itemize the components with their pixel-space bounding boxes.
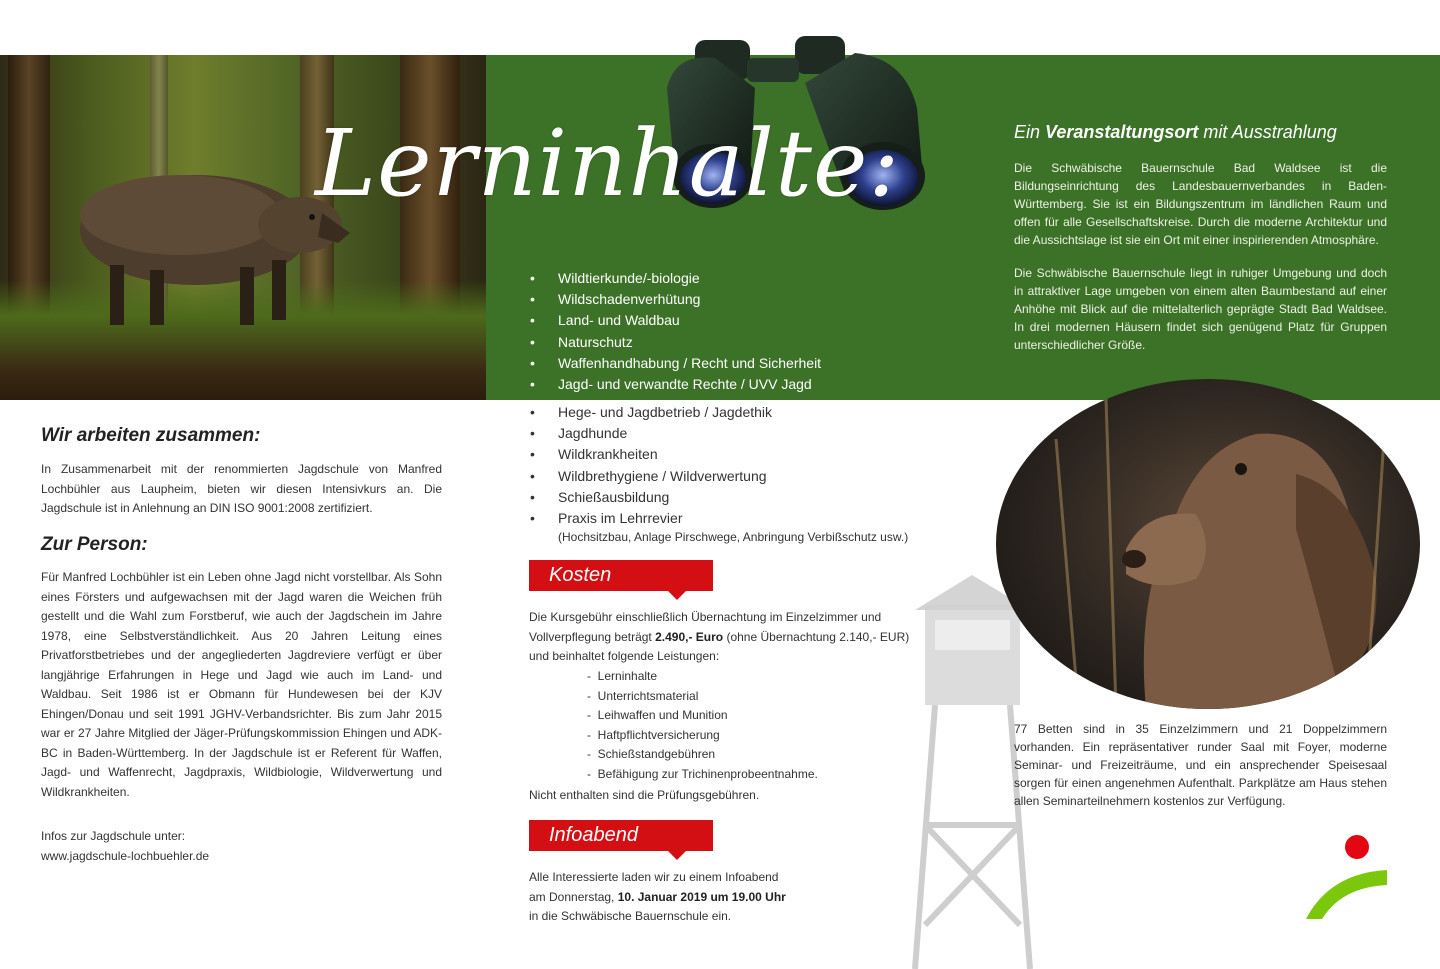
infoabend-line-3: in die Schwäbische Bauernschule ein.	[529, 909, 732, 923]
list-item: - Haftpflichtversicherung	[587, 726, 818, 746]
cooperation-heading: Wir arbeiten zusammen:	[41, 425, 261, 446]
list-item: - Befähigung zur Trichinenprobeentnahme.	[587, 765, 818, 785]
info-url-link[interactable]: www.jagdschule-lochbuehler.de	[41, 849, 210, 863]
kosten-text	[529, 608, 924, 667]
page-title: Lerninhalte:	[315, 110, 901, 217]
kosten-price: 2.490,- Euro	[655, 629, 724, 644]
list-item: • Naturschutz	[530, 332, 821, 353]
venue-heading-pre: Ein	[1014, 122, 1046, 142]
venue-heading	[1014, 122, 1337, 143]
infoabend-line-2-pre: am Donnerstag,	[529, 890, 618, 904]
kosten-text-pre: Die Kursgebühr einschließlich Übernachtung im Einzelzimmer und Vollverpflegung beträgt	[529, 610, 882, 644]
kosten-excluded: Nicht enthalten sind die Prüfungsgebühren.	[529, 788, 760, 802]
list-item: • Wildtierkunde/-biologie	[530, 268, 821, 289]
list-item: • Schießausbildung	[530, 487, 772, 508]
list-item: - Schießstandgebühren	[587, 745, 818, 765]
list-item: • Praxis im Lehrrevier	[530, 508, 772, 529]
list-item: - Leihwaffen und Munition	[587, 706, 818, 726]
cooperation-text: In Zusammenarbeit mit der renommierten Jagdschule von Manfred Lochbühler aus Laupheim, bieten wir diesen Intensivkurs an. Die Jagdschule ist in Anlehnung an DIN ISO 9001:2008 zertifiziert.	[41, 462, 442, 515]
infoabend-line-1: Alle Interessierte laden wir zu einem Infoabend	[529, 870, 779, 884]
kosten-text-post: (ohne Übernachtung 2.140,- EUR) und beinhaltet folgende Leistungen:	[529, 629, 910, 663]
venue-heading-post: mit Ausstrahlung	[1198, 122, 1337, 142]
services-list	[587, 667, 818, 785]
logo-dot	[1345, 835, 1369, 859]
dog-portrait-image	[996, 379, 1420, 709]
person-text: Für Manfred Lochbühler ist ein Leben ohne Jagd nicht vorstellbar. Als Sohn eines Försters und aufgewachsen mit der Jagd waren die Weichen früh gestellt und die Wahl zum Forstberuf, wie auch der Jagdschein im Jahre 1978, eine Selbstverständlichkeit. Aus 20 Jahren Leitung eines Privatforstbetriebes und der angegliederten Jagdreviere verfügt er über langjährige Erfahrungen in Hege und Jagd wie auch im Land- und Waldbau. Seit 1986 ist er Obmann für Hundewesen bei der KJV Ehingen/Donau und seit 1991 JGHV-Verbandsrichter. Bis zum Jahr 2015 war er 27 Jahre Mitglied der Jäger-Prüfungskommission Ehingen und ADK-BC in Baden-Württemberg. In der Jagdschule ist er Referent für Waffen, Jagd- und Waffenrecht, Jagdpraxis, Wildbiologie, Wildverwertung und Wildkrankheiten.	[41, 570, 442, 799]
wild-boar-image	[0, 55, 486, 400]
person-heading: Zur Person:	[41, 534, 148, 555]
infoabend-label: Infoabend	[529, 820, 713, 851]
venue-paragraph-2: Die Schwäbische Bauernschule liegt in ruhiger Umgebung und doch in attraktiver Lage umgeben von einem alten Baumbestand auf einer Anhöhe mit Blick auf die mittelalterlich geprägte Stadt Bad Waldsee. In drei modernen Häusern findet sich genügend Platz für Gruppen unterschiedlicher Größe.	[1014, 266, 1387, 352]
info-label: Infos zur Jagdschule unter:	[41, 829, 186, 843]
kosten-label: Kosten	[529, 560, 713, 591]
list-item: • Jagd- und verwandte Rechte / UVV Jagd	[530, 374, 821, 395]
venue-heading-bold: Veranstaltungsort	[1045, 122, 1199, 142]
infoabend-line-2	[529, 888, 924, 908]
list-item: - Lerninhalte	[587, 667, 818, 687]
list-item: - Unterrichtsmaterial	[587, 687, 818, 707]
list-item: • Wildbrethygiene / Wildverwertung	[530, 466, 772, 487]
infoabend-date: 10. Januar 2019 um 19.00 Uhr	[617, 890, 786, 904]
topic-note: (Hochsitzbau, Anlage Pirschwege, Anbringung Verbißschutz usw.)	[558, 530, 909, 544]
topics-list-white	[530, 402, 772, 529]
list-item: • Land- und Waldbau	[530, 310, 821, 331]
bauernschule-logo	[1300, 833, 1390, 923]
boar-silhouette	[0, 55, 486, 400]
venue-paragraph-3: 77 Betten sind in 35 Einzelzimmern und 21 Doppelzimmern vorhanden. Ein repräsentativer runder Saal mit Foyer, moderne Seminar- und Freizeiträume, und ein ansprechender Speisesaal sorgen für einen angenehmen Aufenthalt. Parkplätze am Haus stehen allen Seminarteilnehmern kostenlos zur Verfügung.	[1014, 722, 1387, 808]
list-item: • Hege- und Jagdbetrieb / Jagdethik	[530, 402, 772, 423]
topics-list-green	[530, 268, 821, 395]
list-item: • Jagdhunde	[530, 423, 772, 444]
list-item: • Wildschadenverhütung	[530, 289, 821, 310]
logo-swoosh	[1306, 870, 1387, 919]
list-item: • Wildkrankheiten	[530, 444, 772, 465]
venue-paragraph-1: Die Schwäbische Bauernschule Bad Waldsee ist die Bildungseinrichtung des Landesbauernverbandes in Baden-Württemberg. Sie ist ein Bildungszentrum im ländlichen Raum und offen für alle Gesellschaftskreise. Durch die moderne Architektur und die Aussichtslage ist sie ein Ort mit einer inspirierenden Atmosphäre.	[1014, 161, 1387, 247]
list-item: • Waffenhandhabung / Recht und Sicherheit	[530, 353, 821, 374]
